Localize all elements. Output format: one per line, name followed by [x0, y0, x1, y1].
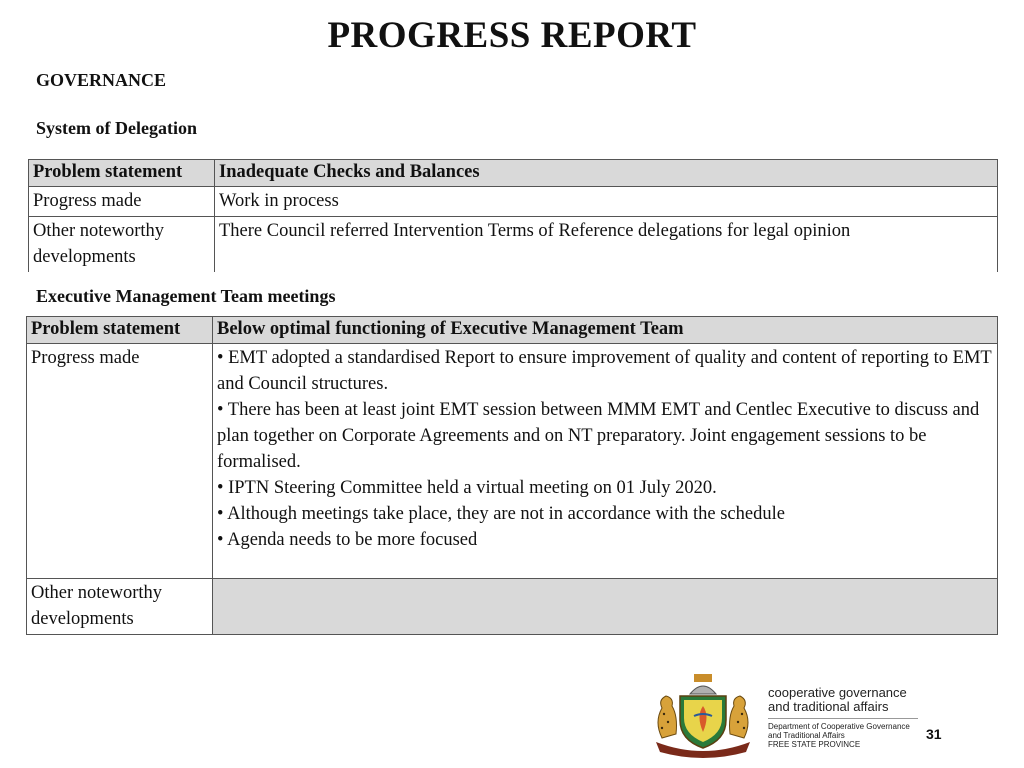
table-row — [27, 317, 998, 344]
row-label: Progress made — [29, 187, 215, 217]
table-row — [27, 579, 998, 635]
row-label: Problem statement — [29, 160, 215, 187]
section-heading-governance: GOVERNANCE — [36, 70, 167, 90]
row-value: Inadequate Checks and Balances — [215, 160, 998, 187]
table-row — [29, 160, 998, 187]
row-value: There Council referred Intervention Terms of Reference delegations for legal opinion — [215, 217, 998, 273]
dept-line: FREE STATE PROVINCE — [768, 740, 861, 749]
dept-line: and Traditional Affairs — [768, 731, 845, 740]
row-label: Other noteworthy developments — [29, 217, 215, 273]
list-item: • Agenda needs to be more focused — [217, 530, 478, 550]
dept-line: Department of Cooperative Governance — [768, 722, 910, 731]
org-line: cooperative governance — [768, 685, 907, 700]
table-row — [27, 344, 998, 579]
row-value — [213, 579, 998, 635]
section-heading-emt: Executive Management Team meetings — [36, 286, 336, 306]
row-value: Work in process — [215, 187, 998, 217]
org-line: and traditional affairs — [768, 699, 889, 714]
list-item: • EMT adopted a standardised Report to ensure improvement of quality and content of reporting to EMT and Council structures. — [217, 348, 992, 394]
row-label: Problem statement — [27, 317, 213, 344]
table-row — [29, 217, 998, 273]
page-title: PROGRESS REPORT — [327, 15, 697, 56]
row-value: Below optimal functioning of Executive Management Team — [213, 317, 998, 344]
page-number: 31 — [926, 726, 942, 742]
table-row — [29, 187, 998, 217]
free-state-coat-of-arms-icon — [648, 672, 758, 758]
list-item: • Although meetings take place, they are not in accordance with the schedule — [217, 504, 785, 524]
row-label: Progress made — [27, 344, 213, 579]
divider — [768, 718, 918, 719]
emt-table — [26, 316, 998, 635]
footer-org — [768, 686, 918, 749]
row-label: Other noteworthy developments — [27, 579, 213, 635]
delegation-table — [28, 159, 998, 272]
section-heading-delegation: System of Delegation — [36, 118, 197, 138]
progress-list — [213, 344, 998, 579]
list-item: • IPTN Steering Committee held a virtual meeting on 01 July 2020. — [217, 478, 717, 498]
list-item: • There has been at least joint EMT session between MMM EMT and Centlec Executive to discuss and plan together on Corporate Agreements and on NT preparatory. Joint engagement sessions to be formalised. — [217, 400, 980, 472]
